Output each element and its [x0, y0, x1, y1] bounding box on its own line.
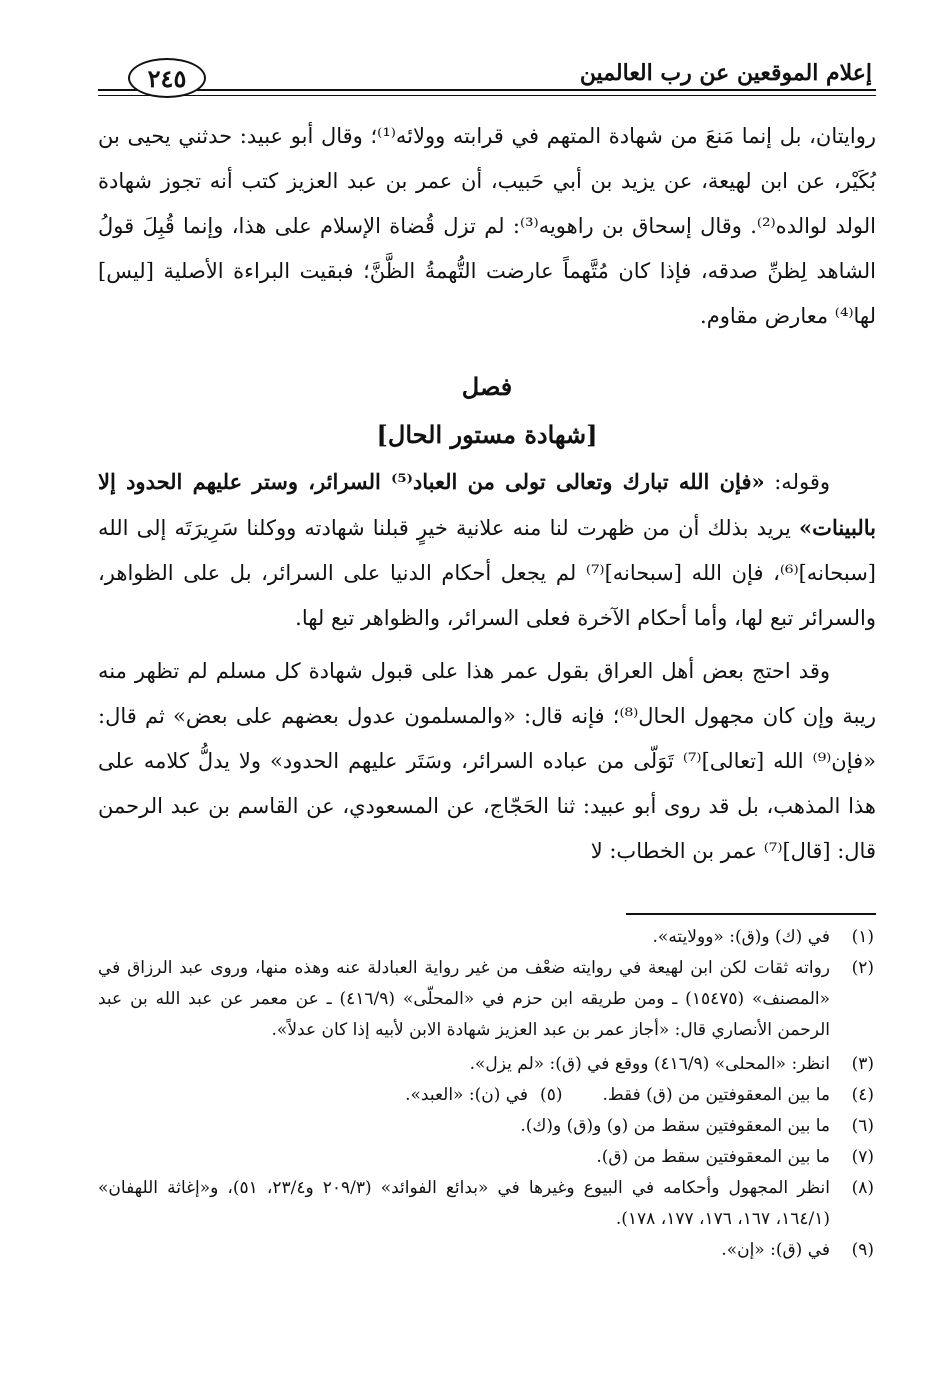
header-rule-thick [98, 89, 876, 91]
footnote-text: رواته ثقات لكن ابن لهيعة في روايته ضعْف من غير رواية العبادلة عنه وهذه منها، وروى عبد الرزاق في «المصنف» (١٥٤٧٥) ـ ومن طريقه ابن حزم في «المحلّى» (٤١٦/٩) ـ عن معمر عن عبد الله بن عبد الرحمن الأنصاري قال: «أجاز عمر بن عبد العزيز شهادة الابن لأبيه إذا كان عدلاً». [98, 958, 830, 1040]
footnote-8 [98, 1173, 876, 1235]
footnote-number: (١) [851, 927, 874, 947]
paragraph-2-rest: يريد بذلك أن من ظهرت لنا منه علانية خيرٍ قبلنا شهادته ووكلنا سَرِيرَتَه إلى الله [سبحانه]⁽⁶⁾، فإن الله [سبحانه]⁽⁷⁾ لم يجعل أحكام الدنيا على السرائر، بل على الظواهر، والسرائر تبع لها، وأما أحكام الآخرة فعلى السرائر، والظواهر تبع لها. [98, 516, 876, 630]
paragraph-2 [98, 459, 876, 641]
page-header [98, 58, 876, 96]
footnote-text: ما بين المعقوفتين سقط من (ق). [596, 1147, 830, 1167]
footnote-7 [98, 1142, 876, 1173]
footnote-5 [405, 1080, 562, 1111]
footnote-number: (٤) [851, 1085, 874, 1105]
footnote-text: ما بين المعقوفتين سقط من (و) و(ق) و(ك). [520, 1116, 830, 1136]
footnote-6 [98, 1111, 876, 1142]
footnote-4-5 [98, 1080, 876, 1111]
footnote-number: (٣) [851, 1054, 874, 1074]
footnote-text: في (ق): «إن». [721, 1240, 830, 1260]
footnote-1 [98, 922, 876, 953]
paragraph-2-quote: «فإن الله تبارك وتعالى تولى من العباد⁽⁵⁾ السرائر، وستر عليهم الحدود إلا بالبينات» [98, 469, 876, 540]
footnote-text: في (ك) و(ق): «وولايته». [652, 927, 830, 947]
paragraph-2-lead: وقوله: [764, 470, 830, 494]
main-text [98, 114, 876, 874]
footnote-3 [98, 1049, 876, 1080]
footnote-number: (٢) [851, 958, 874, 978]
section-subheading: [شهادة مستور الحال] [376, 420, 598, 449]
page-number: ٢٤٥ [128, 58, 206, 98]
footnote-number: (٩) [851, 1240, 874, 1260]
footnote-number: (٦) [851, 1116, 874, 1136]
footnote-text: انظر: «المحلى» (٤١٦/٩) ووقع في (ق): «لم يزل». [469, 1054, 830, 1074]
footnote-number: (٧) [851, 1147, 874, 1167]
footnote-separator [626, 913, 876, 915]
paragraph-3: وقد احتج بعض أهل العراق بقول عمر هذا على قبول شهادة كل مسلم لم تظهر منه ريبة وإن كان مجهول الحال⁽⁸⁾؛ فإنه قال: «والمسلمون عدول بعضهم على بعض» ثم قال: «فإن⁽⁹⁾ الله [تعالى]⁽⁷⁾ تَوَلّى من عباده السرائر، وسَتَر عليهم الحدود» ولا يدلُّ كلامه على هذا المذهب، بل قد روى أبو عبيد: ثنا الحَجّاج، عن المسعودي، عن القاسم بن عبد الرحمن قال: [قال]⁽⁷⁾ عمر بن الخطاب: لا [98, 659, 876, 863]
footnote-number: (٨) [851, 1178, 874, 1198]
footnote-text: ما بين المعقوفتين من (ق) فقط. [602, 1085, 830, 1105]
paragraph-1: روايتان، بل إنما مَنعَ من شهادة المتهم في قرابته وولائه⁽¹⁾؛ وقال أبو عبيد: حدثني يحيى بن بُكَيْر، عن ابن لهيعة، عن يزيد بن أبي حَبيب، أن عمر بن عبد العزيز كتب أنه تجوز شهادة الولد لوالده⁽²⁾. وقال إسحاق بن راهويه⁽³⁾: لم تزل قُضاة الإسلام على هذا، وإنما قُبِلَ قولُ الشاهد لِظنِّ صدقه، فإذا كان مُتَّهماً عارضت التُّهمةُ الظَّنَّ؛ فبقيت البراءة الأصلية [ليس] لها⁽⁴⁾ معارض مقاوم. [98, 124, 877, 328]
header-rule-thin [98, 95, 876, 96]
footnotes [98, 922, 876, 1266]
footnote-9 [98, 1235, 876, 1266]
running-title: إعلام الموقعين عن رب العالمين [579, 60, 872, 86]
footnote-2 [98, 953, 876, 1046]
footnote-text: في (ن): «العبد». [405, 1085, 529, 1105]
footnote-text: انظر المجهول وأحكامه في البيوع وغيرها في «بدائع الفوائد» (٢٠٩/٣ و٢٣/٤، ٥١)، و«إغاثة اللهفان» (١٦٤/١، ١٦٧، ١٧٦، ١٧٧، ١٧٨). [98, 1178, 830, 1229]
footnote-number: (٥) [540, 1085, 563, 1105]
section-heading: فصل [461, 372, 513, 401]
